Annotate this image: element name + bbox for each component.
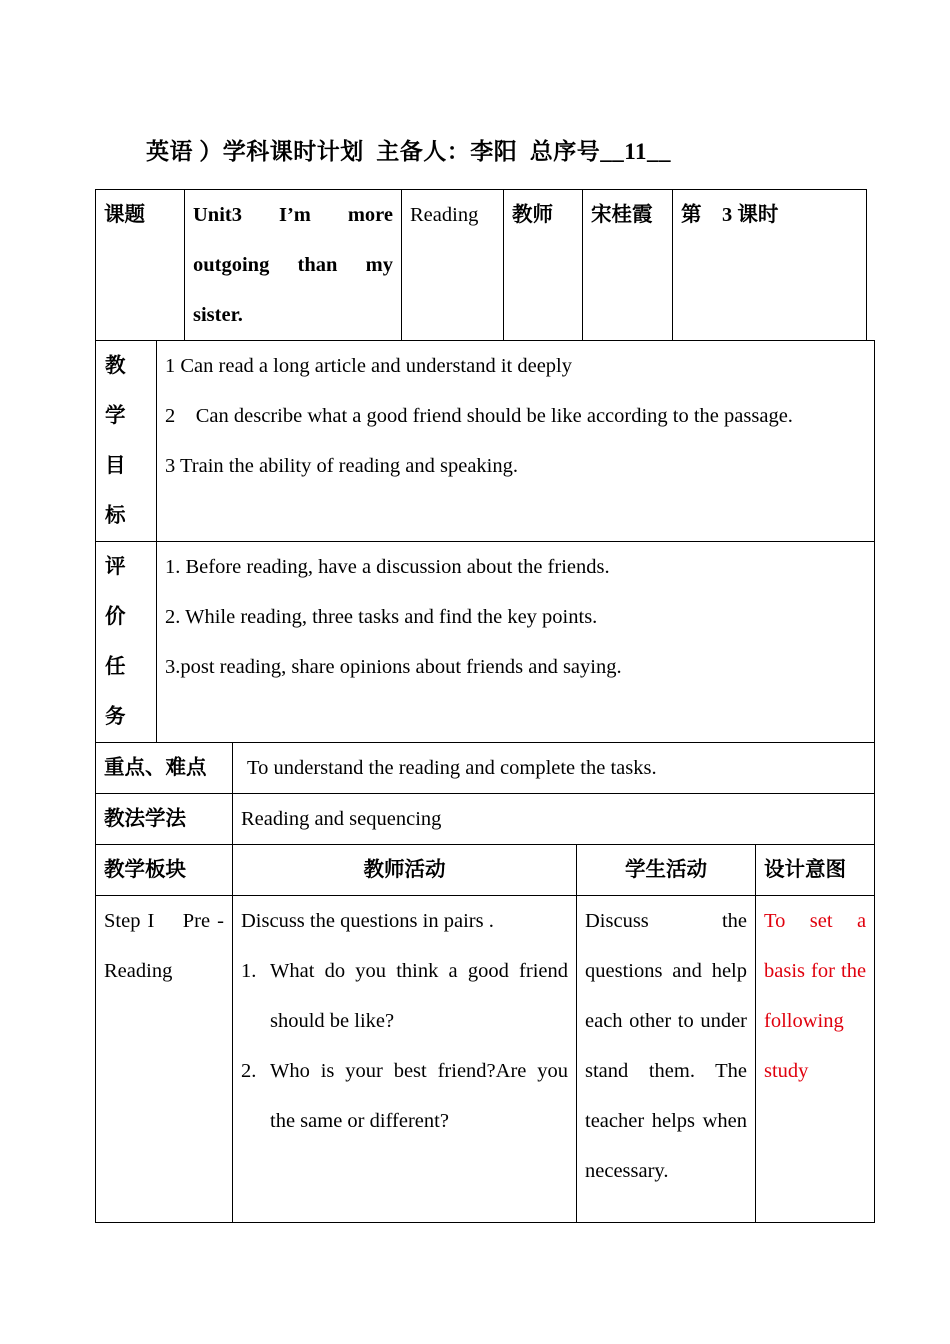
objective-item: 2 Can describe what a good friend should be like according to the passage. xyxy=(165,405,793,427)
evaluation-label: 评 价 任 务 xyxy=(96,542,157,743)
list-item: 2. Who is your best friend?Are you the same or different? xyxy=(241,1060,568,1132)
header-teacher-activity: 教师活动 xyxy=(233,845,577,896)
key-points-label: 重点、难点 xyxy=(96,743,233,794)
step1-teacher-activity xyxy=(233,896,577,1223)
evaluation-item: 2. While reading, three tasks and find the key points. xyxy=(165,606,598,628)
objective-item: 1 Can read a long article and understand it deeply xyxy=(165,355,573,377)
topic-label: 课题 xyxy=(96,190,185,341)
lesson-plan-table xyxy=(95,340,875,1223)
step1-teacher-intro: Discuss the questions in pairs . xyxy=(241,910,494,932)
step1-design-intent: To set a basis for the following study xyxy=(756,896,875,1223)
methods-label: 教法学法 xyxy=(96,794,233,845)
period-value: 第 3 课时 xyxy=(673,190,867,341)
step1-stage: Step I Pre - Reading xyxy=(96,896,233,1223)
page-title: 英语 ）学科课时计划 主备人：李阳 总序号__11__ xyxy=(146,139,671,164)
section-value: Reading xyxy=(402,190,504,341)
header-design-intent: 设计意图 xyxy=(756,845,875,896)
evaluation-item: 1. Before reading, have a discussion about the friends. xyxy=(165,556,610,578)
objective-item: 3 Train the ability of reading and speaking. xyxy=(165,455,518,477)
topic-value xyxy=(185,190,402,341)
topic-line: outgoing than my xyxy=(193,254,393,276)
list-item: 1. What do you think a good friend should be like? xyxy=(241,960,568,1032)
topic-line: Unit3 I’m more xyxy=(193,204,393,226)
step1-student-activity: Discuss the questions and help each other to under stand them. The teacher helps when necessary. xyxy=(577,896,756,1223)
teacher-name: 宋桂霞 xyxy=(583,190,673,341)
evaluation-item: 3.post reading, share opinions about friends and saying. xyxy=(165,656,622,678)
topic-line: sister. xyxy=(193,304,243,326)
header-student-activity: 学生活动 xyxy=(577,845,756,896)
objectives-content xyxy=(157,341,875,542)
key-points-value: To understand the reading and complete the tasks. xyxy=(233,743,875,794)
methods-value: Reading and sequencing xyxy=(233,794,875,845)
objectives-label: 教 学 目 标 xyxy=(96,341,157,542)
evaluation-content xyxy=(157,542,875,743)
step1-question-list xyxy=(241,946,568,1146)
teacher-label: 教师 xyxy=(504,190,583,341)
lesson-info-table xyxy=(95,189,867,341)
header-stage: 教学板块 xyxy=(96,845,233,896)
